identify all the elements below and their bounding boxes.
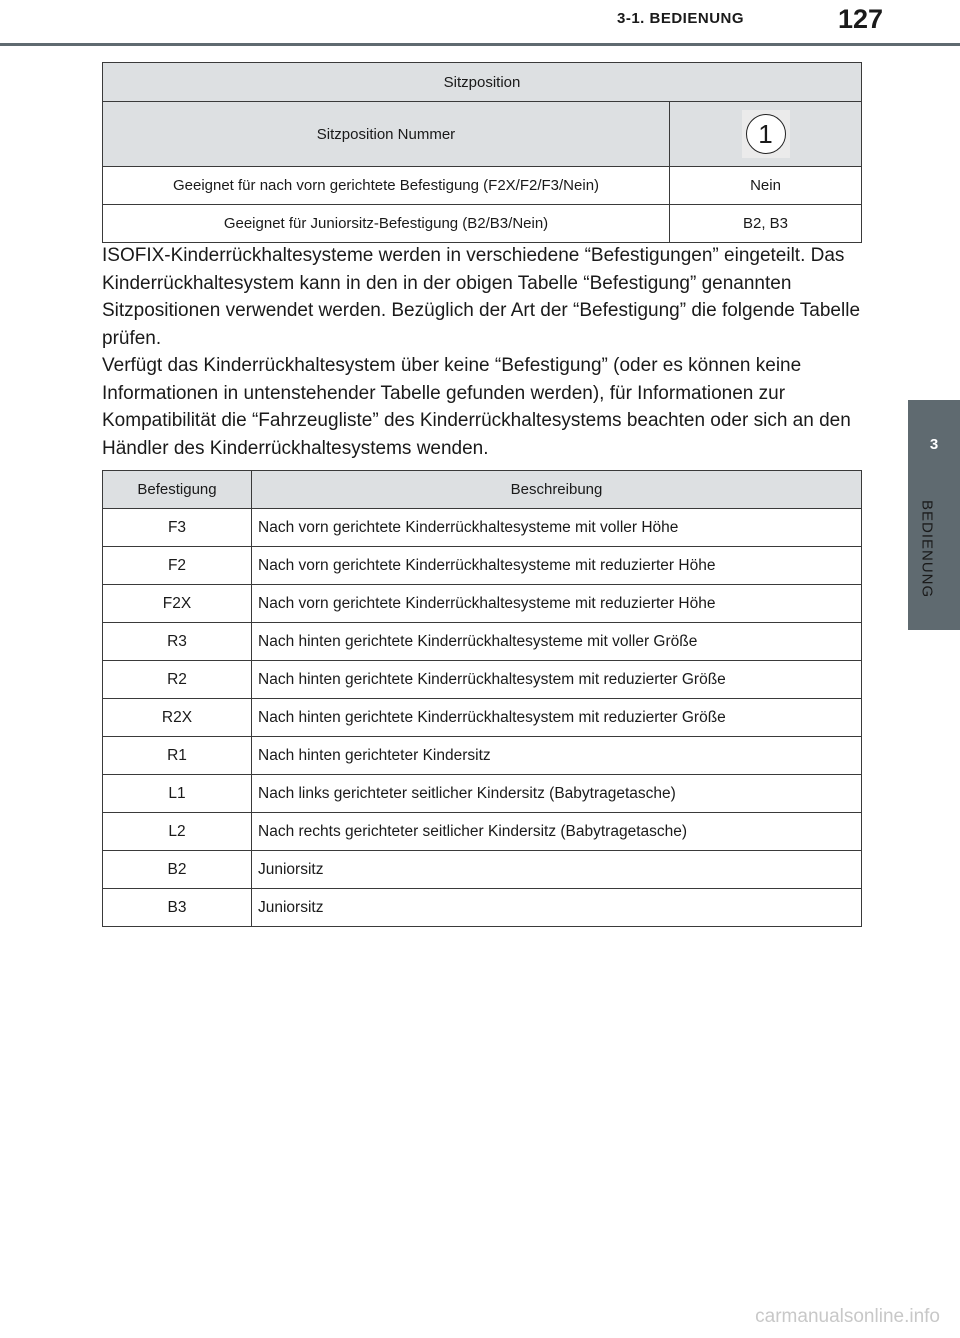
fixture-description: Nach hinten gerichteter Kindersitz (252, 737, 862, 775)
table-row (103, 813, 862, 851)
fixture-code: R2 (103, 661, 252, 699)
seat-position-table (102, 62, 862, 243)
fixture-code: L1 (103, 775, 252, 813)
fixture-description: Nach rechts gerichteter seitlicher Kindersitz (Babytragetasche) (252, 813, 862, 851)
fixture-code: F2 (103, 547, 252, 585)
table-row (103, 851, 862, 889)
fixture-description: Nach hinten gerichtete Kinderrückhaltesysteme mit voller Größe (252, 623, 862, 661)
fixture-code: F2X (103, 585, 252, 623)
column-header-fixture: Befestigung (103, 471, 252, 509)
header-divider (0, 43, 960, 46)
fixture-description: Juniorsitz (252, 889, 862, 927)
table-row (103, 167, 862, 205)
section-title: 3-1. BEDIENUNG (617, 9, 745, 27)
fixture-description: Nach vorn gerichtete Kinderrückhaltesysteme mit voller Höhe (252, 509, 862, 547)
seat-table-title: Sitzposition (103, 63, 862, 102)
fixture-code: B2 (103, 851, 252, 889)
chapter-number: 3 (929, 436, 939, 453)
table-row (103, 623, 862, 661)
fixture-description: Juniorsitz (252, 851, 862, 889)
seat-number-row (103, 102, 862, 167)
table-row (103, 775, 862, 813)
fixture-description: Nach links gerichteter seitlicher Kindersitz (Babytragetasche) (252, 775, 862, 813)
table-row (103, 585, 862, 623)
column-header-description: Beschreibung (252, 471, 862, 509)
row-value: Nein (670, 167, 862, 205)
seat-number-badge (742, 110, 790, 158)
fixture-code: L2 (103, 813, 252, 851)
fixture-description: Nach vorn gerichtete Kinderrückhaltesysteme mit reduzierter Höhe (252, 547, 862, 585)
seat-number-cell (670, 102, 862, 167)
body-text (102, 242, 864, 462)
chapter-label: BEDIENUNG (918, 500, 936, 599)
fixture-code: R1 (103, 737, 252, 775)
table-row (103, 889, 862, 927)
seat-number-label: Sitzposition Nummer (103, 102, 670, 167)
row-label: Geeignet für Juniorsitz-Befestigung (B2/B3/Nein) (103, 205, 670, 243)
row-label: Geeignet für nach vorn gerichtete Befestigung (F2X/F2/F3/Nein) (103, 167, 670, 205)
table-row (103, 661, 862, 699)
fixture-code: F3 (103, 509, 252, 547)
page-number: 127 (838, 3, 884, 34)
table-row (103, 699, 862, 737)
fixture-description: Nach vorn gerichtete Kinderrückhaltesysteme mit reduzierter Höhe (252, 585, 862, 623)
table-row (103, 509, 862, 547)
fixture-table (102, 470, 862, 927)
seat-number-value: 1 (746, 114, 786, 154)
fixture-code: R2X (103, 699, 252, 737)
fixture-header-row (103, 471, 862, 509)
row-value: B2, B3 (670, 205, 862, 243)
fixture-code: R3 (103, 623, 252, 661)
paragraph: Verfügt das Kinderrückhaltesystem über keine “Befestigung” (oder es können keine Informationen in untenstehender Tabelle gefunden werden), für Informationen zur Kompatibilität die “Fahrzeugliste” des Kinderrückhaltesystems beachten oder sich an den Händler des Kinderrückhaltesystems wenden. (102, 355, 851, 459)
fixture-code: B3 (103, 889, 252, 927)
table-row (103, 205, 862, 243)
paragraph: ISOFIX-Kinderrückhaltesysteme werden in verschiedene “Befestigungen” eingeteilt. Das Kinderrückhaltesystem kann in den in der obigen Tabelle “Befestigung” genannten Sitzpositionen verwendet werden. Bezüglich der Art der “Befestigung” die folgende Tabelle prüfen. (102, 245, 861, 349)
table-row (103, 547, 862, 585)
table-row (103, 737, 862, 775)
seat-table-title-row (103, 63, 862, 102)
fixture-description: Nach hinten gerichtete Kinderrückhaltesystem mit reduzierter Größe (252, 661, 862, 699)
watermark: carmanualsonline.info (755, 1306, 940, 1327)
fixture-description: Nach hinten gerichtete Kinderrückhaltesystem mit reduzierter Größe (252, 699, 862, 737)
